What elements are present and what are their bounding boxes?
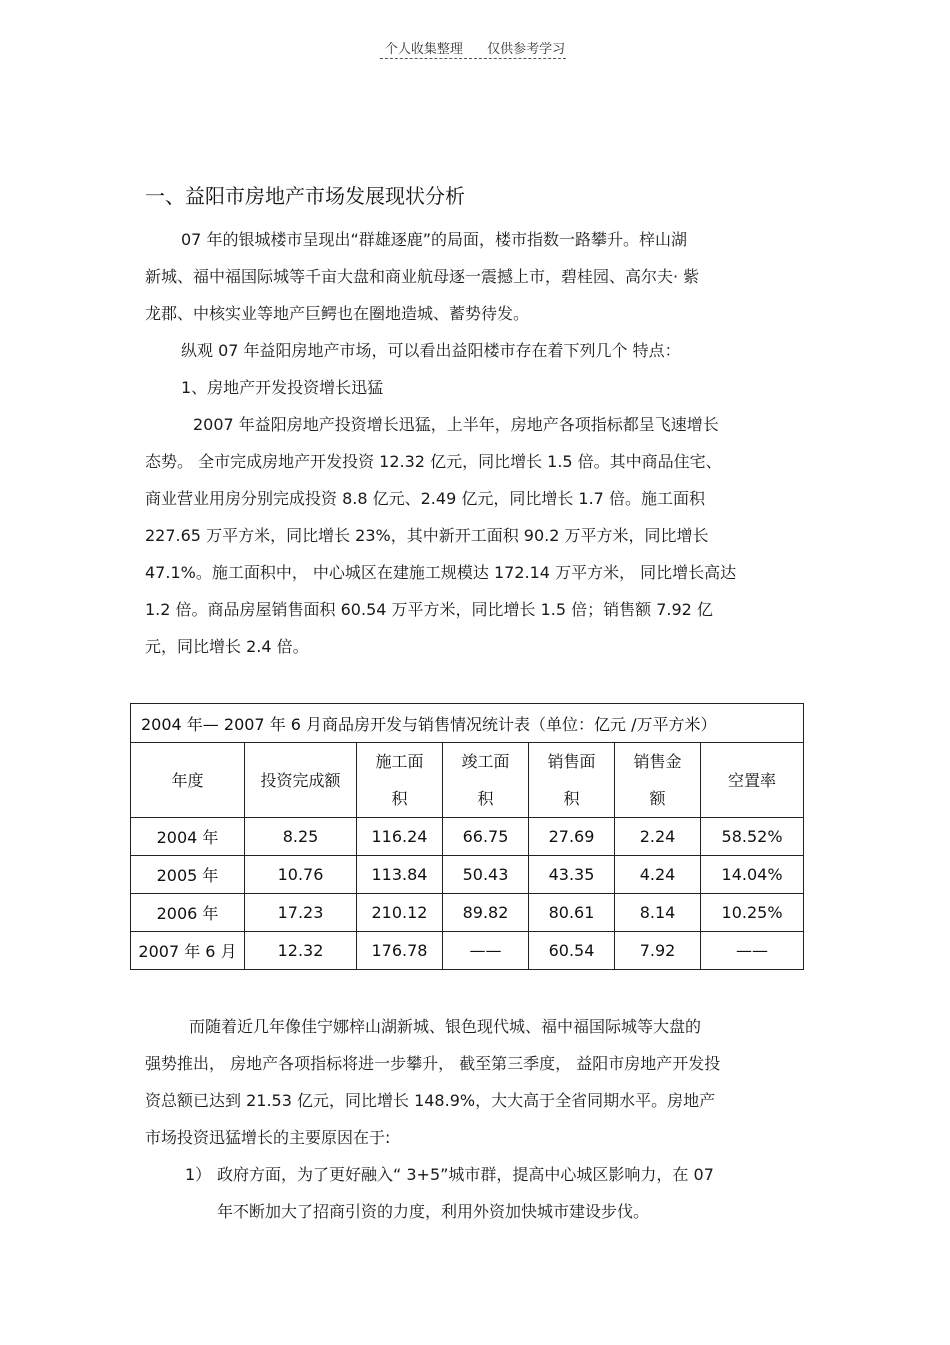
header-left-text: 个人收集整理 [384, 42, 463, 57]
table-cell: 17.23 [245, 894, 357, 932]
table-cell: 43.35 [529, 856, 615, 894]
table-cell: 50.43 [443, 856, 529, 894]
point1-line: 2007 年益阳房地产投资增长迅猛，上半年，房地产各项指标都呈飞速增长 [193, 415, 719, 434]
table-cell: 8.14 [615, 894, 701, 932]
reason-text-line: 年不断加大了招商引资的力度，利用外资加快城市建设步伐。 [217, 1202, 650, 1221]
table-cell: 2007 年 6 月 [131, 932, 245, 970]
point1-line: 1.2 倍。商品房屋销售面积 60.54 万平方米，同比增长 1.5 倍；销售额 7.92 亿 [145, 600, 713, 619]
table-header-row [131, 743, 804, 818]
table-cell: 89.82 [443, 894, 529, 932]
table-cell: 27.69 [529, 818, 615, 856]
table-cell: 116.24 [357, 818, 443, 856]
table-cell: 10.25% [701, 894, 804, 932]
header-right-text: 仅供参考学习 [487, 42, 566, 57]
table-row [131, 856, 804, 894]
overview-paragraph [145, 332, 805, 406]
table-cell: —— [701, 932, 804, 970]
table-cell: 10.76 [245, 856, 357, 894]
table-cell: —— [443, 932, 529, 970]
column-header-year: 年度 [131, 743, 245, 818]
table-cell: 66.75 [443, 818, 529, 856]
intro-paragraph [145, 221, 805, 332]
table-cell: 12.32 [245, 932, 357, 970]
section-title: 一、益阳市房地产市场发展现状分析 [145, 184, 465, 208]
point1-title: 1、房地产开发投资增长迅猛 [181, 378, 384, 397]
reason-number: 1） [185, 1165, 212, 1184]
column-header-sales-amount: 销售金 额 [615, 743, 701, 818]
after-table-line: 市场投资迅猛增长的主要原因在于: [145, 1128, 391, 1147]
table-row [131, 932, 804, 970]
intro-line: 龙郡、中核实业等地产巨鳄也在圈地造城、蓄势待发。 [145, 304, 530, 323]
after-table-line: 而随着近几年像佳宁娜梓山湖新城、银色现代城、福中福国际城等大盘的 [189, 1017, 702, 1036]
intro-line: 新城、福中福国际城等千亩大盘和商业航母逐一震撼上市，碧桂园、高尔夫· 紫 [145, 267, 700, 286]
table-row [131, 818, 804, 856]
column-header-completed-area: 竣工面 积 [443, 743, 529, 818]
header-divider [380, 58, 566, 59]
table-cell: 58.52% [701, 818, 804, 856]
point1-line: 47.1%。施工面积中， 中心城区在建施工规模达 172.14 万平方米， 同比增长高达 [145, 563, 737, 582]
column-header-sales-area: 销售面 积 [529, 743, 615, 818]
table-cell: 8.25 [245, 818, 357, 856]
after-table-line: 强势推出， 房地产各项指标将进一步攀升， 截至第三季度， 益阳市房地产开发投 [145, 1054, 721, 1073]
reason-list-item [185, 1156, 825, 1230]
statistics-table [130, 703, 804, 970]
table-cell: 113.84 [357, 856, 443, 894]
reason-text-line: 政府方面，为了更好融入“ 3+5”城市群，提高中心城区影响力，在 07 [217, 1165, 714, 1184]
page-header [0, 38, 950, 57]
overview-line: 纵观 07 年益阳房地产市场，可以看出益阳楼市存在着下列几个 特点： [181, 341, 681, 360]
column-header-vacancy-rate: 空置率 [701, 743, 804, 818]
table-cell: 7.92 [615, 932, 701, 970]
table-cell: 60.54 [529, 932, 615, 970]
table-cell: 2006 年 [131, 894, 245, 932]
after-table-line: 资总额已达到 21.53 亿元，同比增长 148.9%，大大高于全省同期水平。房地产 [145, 1091, 716, 1110]
point1-line: 态势。 全市完成房地产开发投资 12.32 亿元，同比增长 1.5 倍。其中商品住宅、 [145, 452, 722, 471]
point1-paragraph [145, 406, 805, 665]
point1-line: 227.65 万平方米，同比增长 23%，其中新开工面积 90.2 万平方米，同比增长 [145, 526, 709, 545]
point1-line: 元，同比增长 2.4 倍。 [145, 637, 309, 656]
table-cell: 80.61 [529, 894, 615, 932]
point1-line: 商业营业用房分别完成投资 8.8 亿元、2.49 亿元，同比增长 1.7 倍。施工面积 [145, 489, 705, 508]
table-cell: 2.24 [615, 818, 701, 856]
table-cell: 14.04% [701, 856, 804, 894]
table-caption: 2004 年— 2007 年 6 月商品房开发与销售情况统计表（单位：亿元 /万平方米） [131, 704, 804, 743]
table-cell: 2005 年 [131, 856, 245, 894]
table-cell: 210.12 [357, 894, 443, 932]
column-header-construction-area: 施工面 积 [357, 743, 443, 818]
after-table-paragraph [145, 1008, 805, 1156]
table-cell: 4.24 [615, 856, 701, 894]
column-header-investment: 投资完成额 [245, 743, 357, 818]
intro-line: 07 年的银城楼市呈现出“群雄逐鹿”的局面，楼市指数一路攀升。梓山湖 [181, 230, 688, 249]
table-row [131, 894, 804, 932]
table-cell: 176.78 [357, 932, 443, 970]
table-cell: 2004 年 [131, 818, 245, 856]
